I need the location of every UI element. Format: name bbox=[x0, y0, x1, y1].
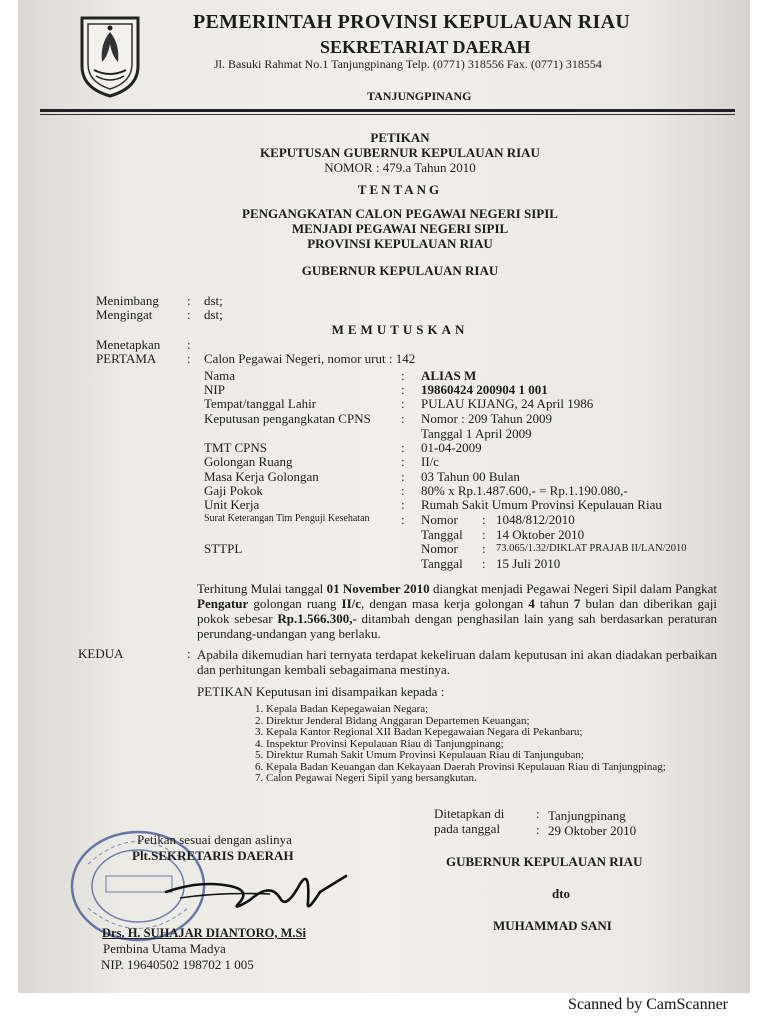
letterhead-address: Jl. Basuki Rahmat No.1 Tanjungpinang Telp. (0771) 318556 Fax. (0771) 318554 bbox=[214, 57, 602, 71]
field-value-salary: 80% x Rp.1.487.600,- = Rp.1.190.080,- bbox=[421, 483, 628, 498]
field-value-grade: II/c bbox=[421, 454, 440, 469]
field-label-name: Nama bbox=[204, 368, 236, 383]
certifier-name: Drs. H. SUHAJAR DIANTORO, M.Si bbox=[102, 926, 306, 940]
subject-line-3: PROVINSI KEPULAUAN RIAU bbox=[307, 236, 493, 251]
issuer-heading: GUBERNUR KEPULAUAN RIAU bbox=[301, 263, 499, 278]
field-label-health: Surat Keterangan Tim Penguji Kesehatan bbox=[204, 513, 370, 524]
list-item: 2. Direktur Jenderal Bidang Anggaran Departemen Keuangan; bbox=[255, 714, 530, 727]
certifier-rank: Pembina Utama Madya bbox=[103, 941, 226, 956]
second-paragraph: Apabila dikemudian hari ternyata terdapat kekeliruan dalam keputusan ini akan diadakan perbaikan dan perhitungan kembali sebagaimana mestinya. bbox=[197, 647, 717, 677]
field-label-health-number: Nomor bbox=[421, 512, 458, 527]
distribution-intro: PETIKAN Keputusan ini disampaikan kepada : bbox=[197, 684, 445, 699]
field-label-salary: Gaji Pokok bbox=[204, 483, 263, 498]
governor-name: MUHAMMAD SANI bbox=[493, 918, 612, 933]
doc-about: TENTANG bbox=[357, 182, 443, 197]
list-item: 7. Calon Pegawai Negeri Sipil yang bersangkutan. bbox=[255, 772, 477, 784]
subject-line-1: PENGANGKATAN CALON PEGAWAI NEGERI SIPIL bbox=[242, 206, 558, 221]
letterhead-divider-thin bbox=[40, 114, 735, 115]
field-label-sttpl-date: Tanggal bbox=[421, 556, 463, 571]
handwritten-signature bbox=[160, 862, 350, 922]
doc-decree: KEPUTUSAN GUBERNUR KEPULAUAN RIAU bbox=[260, 145, 540, 160]
date-label: pada tanggal bbox=[434, 821, 501, 836]
candidate-intro: Calon Pegawai Negeri, nomor urut : 142 bbox=[204, 351, 416, 366]
field-label-service: Masa Kerja Golongan bbox=[204, 469, 319, 484]
field-value-birth: PULAU KIJANG, 24 April 1986 bbox=[421, 396, 594, 411]
field-value-sttpl-date: 15 Juli 2010 bbox=[496, 556, 561, 571]
letterhead-city: TANJUNGPINANG bbox=[367, 89, 472, 103]
list-item: 5. Direktur Rumah Sakit Umum Provinsi Kepulauan Riau di Tanjunguban; bbox=[255, 749, 584, 761]
label-pertama: PERTAMA bbox=[96, 351, 157, 366]
set-at-label: Ditetapkan di bbox=[434, 806, 505, 821]
effective-paragraph: Terhitung Mulai tanggal 01 November 2010 diangkat menjadi Pegawai Negeri Sipil dalam Pangkat Pengatur golongan ruang II/c, dengan masa kerja golongan 4 tahun 7 bulan dan diberikan gaji pokok sebesar Rp.1.566.300,- ditambah dengan penghasilan lain yang sah berdasarkan peraturan perundang-undangan yang berlaku. bbox=[197, 581, 717, 641]
label-mengingat: Mengingat bbox=[96, 307, 153, 322]
field-label-tmt: TMT CPNS bbox=[204, 440, 267, 455]
governor-title: GUBERNUR KEPULAUAN RIAU bbox=[446, 854, 643, 869]
decide-heading: MEMUTUSKAN bbox=[331, 322, 469, 337]
certified-copy-label: Petikan sesuai dengan aslinya bbox=[137, 832, 292, 847]
certifier-nip: NIP. 19640502 198702 1 005 bbox=[101, 957, 254, 972]
field-label-birth: Tempat/tanggal Lahir bbox=[204, 396, 317, 411]
list-item: 6. Kepala Badan Keuangan dan Kekayaan Daerah Provinsi Kepulauan Riau di Tanjungpinag; bbox=[255, 760, 666, 773]
label-menetapkan: Menetapkan bbox=[96, 337, 161, 352]
field-value-sttpl-number: 73.065/1.32/DIKLAT PRAJAB II/LAN/2010 bbox=[496, 543, 687, 554]
subject-line-2: MENJADI PEGAWAI NEGERI SIPIL bbox=[291, 221, 509, 236]
field-value-tmt: 01-04-2009 bbox=[421, 440, 482, 455]
field-value-unit: Rumah Sakit Umum Provinsi Kepulauan Riau bbox=[421, 497, 662, 512]
field-value-service: 03 Tahun 00 Bulan bbox=[421, 469, 520, 484]
list-item: 4. Inspektur Provinsi Kepulauan Riau di Tanjungpinang; bbox=[255, 737, 504, 750]
letterhead-government: PEMERINTAH PROVINSI KEPULAUAN RIAU bbox=[193, 11, 631, 33]
field-label-sttpl: STTPL bbox=[204, 541, 243, 556]
certifier-title: Plt.SEKRETARIS DAERAH bbox=[132, 848, 294, 863]
field-value-cpns-date: Tanggal 1 April 2009 bbox=[421, 426, 532, 441]
scanner-watermark: Scanned by CamScanner bbox=[568, 996, 728, 1013]
field-label-nip: NIP bbox=[204, 382, 225, 397]
date-value: 29 Oktober 2010 bbox=[548, 823, 637, 838]
field-label-sttpl-number: Nomor bbox=[421, 541, 458, 556]
list-item: 3. Kepala Kantor Regional XII Badan Kepegawaian Negara di Pekanbaru; bbox=[255, 726, 583, 738]
field-label-grade: Golongan Ruang bbox=[204, 454, 293, 469]
field-value-nip: 19860424 200904 1 001 bbox=[421, 382, 548, 397]
field-value-health-date: 14 Oktober 2010 bbox=[496, 527, 585, 542]
field-value-health-number: 1048/812/2010 bbox=[496, 512, 575, 527]
list-item: 1. Kepala Badan Kepegawaian Negara; bbox=[255, 703, 429, 715]
governor-dto: dto bbox=[552, 886, 571, 901]
doc-number: NOMOR : 479.a Tahun 2010 bbox=[324, 160, 476, 175]
letterhead-divider bbox=[40, 109, 735, 112]
value-menimbang: dst; bbox=[204, 293, 223, 308]
doc-type: PETIKAN bbox=[370, 130, 430, 145]
field-value-cpns-number: Nomor : 209 Tahun 2009 bbox=[421, 411, 553, 426]
field-value-name: ALIAS M bbox=[421, 368, 477, 383]
value-mengingat: dst; bbox=[204, 307, 223, 322]
letterhead-office: SEKRETARIAT DAERAH bbox=[320, 37, 531, 57]
label-menimbang: Menimbang bbox=[96, 293, 159, 308]
set-at-value: Tanjungpinang bbox=[548, 808, 626, 823]
label-kedua: KEDUA bbox=[78, 646, 124, 661]
field-label-health-date: Tanggal bbox=[421, 527, 463, 542]
distribution-list bbox=[255, 704, 666, 785]
field-label-unit: Unit Kerja bbox=[204, 497, 260, 512]
field-label-cpns-decree: Keputusan pengangkatan CPNS bbox=[204, 411, 371, 426]
riau-islands-emblem-icon bbox=[78, 14, 142, 98]
